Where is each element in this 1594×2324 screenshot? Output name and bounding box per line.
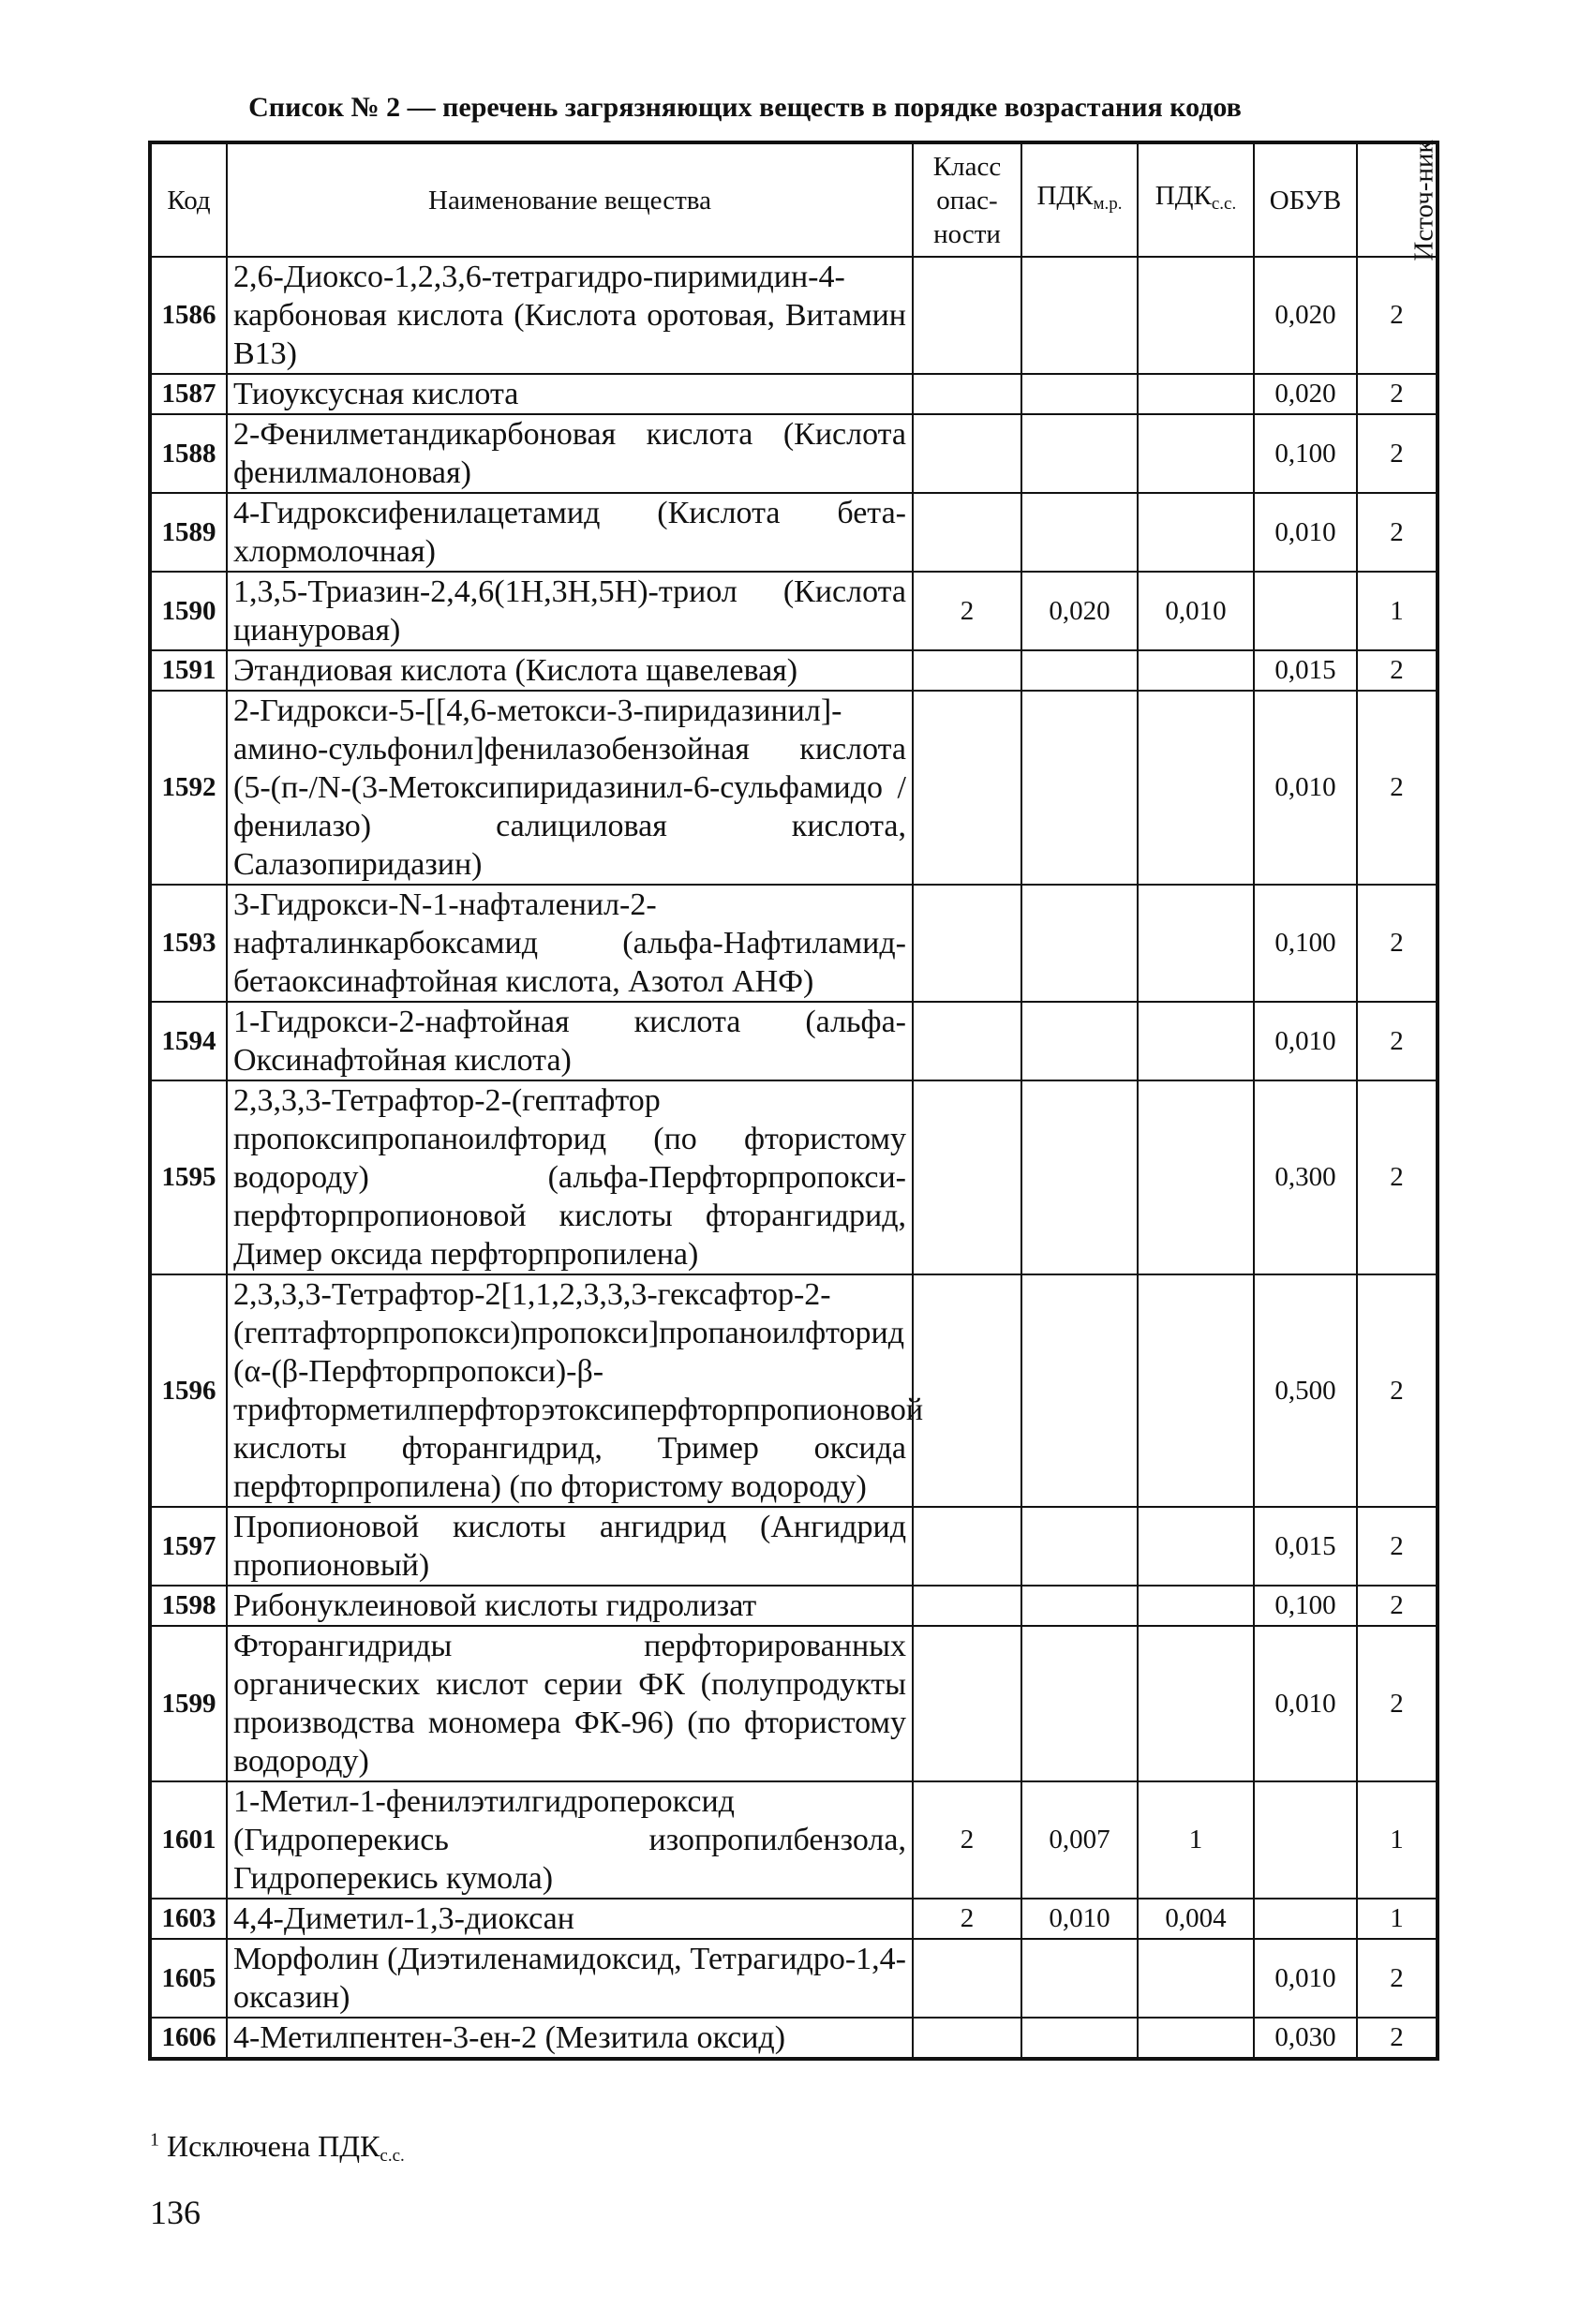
header-source-label: Источ-ник bbox=[1408, 139, 1439, 261]
table-row bbox=[150, 493, 1438, 572]
table-row bbox=[150, 1507, 1438, 1586]
cell-source: 2 bbox=[1357, 2018, 1438, 2059]
cell-source: 2 bbox=[1357, 414, 1438, 493]
cell-class bbox=[913, 374, 1021, 414]
cell-name: 3-Гидрокси-N-1-нафталенил-2-нафталинкарбоксамид (альфа-Нафтиламид-бетаоксинафтойная кислота, Азотол АНФ) bbox=[227, 885, 913, 1002]
page-title: Список № 2 — перечень загрязняющих веществ в порядке возрастания кодов bbox=[248, 92, 1242, 123]
table-row bbox=[150, 2018, 1438, 2059]
cell-code: 1591 bbox=[150, 650, 227, 691]
cell-name: 4,4-Диметил-1,3-диоксан bbox=[227, 1899, 913, 1939]
header-pdk-mr-sub: м.р. bbox=[1093, 194, 1123, 214]
cell-code: 1596 bbox=[150, 1274, 227, 1507]
cell-name: Тиоуксусная кислота bbox=[227, 374, 913, 414]
header-pdk-mr-label: ПДК bbox=[1036, 181, 1094, 211]
cell-obuv: 0,100 bbox=[1254, 414, 1357, 493]
cell-pdk-ss bbox=[1138, 1586, 1254, 1626]
header-class: Класс опас-ности bbox=[913, 142, 1021, 257]
cell-pdk-mr bbox=[1021, 1626, 1138, 1781]
cell-code: 1598 bbox=[150, 1586, 227, 1626]
cell-pdk-ss bbox=[1138, 493, 1254, 572]
cell-obuv: 0,020 bbox=[1254, 374, 1357, 414]
header-pdk-ss-label: ПДК bbox=[1155, 181, 1212, 211]
cell-source: 2 bbox=[1357, 1080, 1438, 1274]
cell-class bbox=[913, 1507, 1021, 1586]
cell-pdk-ss bbox=[1138, 374, 1254, 414]
cell-class bbox=[913, 414, 1021, 493]
cell-name: 2-Гидрокси-5-[[4,6-метокси-3-пиридазинил]-амино-сульфонил]фенилазобензойная кислота (5-(п-/N-(3-Метоксипиридазинил-6-сульфамидо / фенилазо) салициловая кислота, Салазопиридазин) bbox=[227, 691, 913, 885]
cell-pdk-mr bbox=[1021, 1507, 1138, 1586]
page-number: 136 bbox=[150, 2194, 201, 2231]
cell-pdk-ss: 1 bbox=[1138, 1781, 1254, 1899]
table-row bbox=[150, 1274, 1438, 1507]
cell-obuv: 0,010 bbox=[1254, 493, 1357, 572]
cell-source: 1 bbox=[1357, 572, 1438, 650]
table-row bbox=[150, 1586, 1438, 1626]
header-code: Код bbox=[150, 142, 227, 257]
cell-obuv bbox=[1254, 1781, 1357, 1899]
cell-class bbox=[913, 257, 1021, 374]
cell-obuv: 0,030 bbox=[1254, 2018, 1357, 2059]
cell-obuv: 0,500 bbox=[1254, 1274, 1357, 1507]
cell-class bbox=[913, 1626, 1021, 1781]
cell-name: 2,3,3,3-Тетрафтор-2-(гептафтор пропоксипропаноилфторид (по фтористому водороду) (альфа-Перфторпропокси-перфторпропионовой кислоты фторангидрид, Димер оксида перфторпропилена) bbox=[227, 1080, 913, 1274]
cell-pdk-mr bbox=[1021, 1939, 1138, 2018]
cell-pdk-ss bbox=[1138, 2018, 1254, 2059]
cell-source: 2 bbox=[1357, 493, 1438, 572]
cell-pdk-ss bbox=[1138, 650, 1254, 691]
cell-name: 4-Метилпентен-3-ен-2 (Мезитила оксид) bbox=[227, 2018, 913, 2059]
cell-class: 2 bbox=[913, 572, 1021, 650]
table-row bbox=[150, 572, 1438, 650]
table-row bbox=[150, 1939, 1438, 2018]
cell-source: 2 bbox=[1357, 1274, 1438, 1507]
cell-obuv: 0,010 bbox=[1254, 1002, 1357, 1080]
header-pdk-ss-sub: с.с. bbox=[1211, 194, 1237, 214]
cell-code: 1588 bbox=[150, 414, 227, 493]
cell-pdk-mr bbox=[1021, 650, 1138, 691]
cell-pdk-ss bbox=[1138, 1274, 1254, 1507]
table-row bbox=[150, 691, 1438, 885]
cell-class: 2 bbox=[913, 1899, 1021, 1939]
cell-code: 1603 bbox=[150, 1899, 227, 1939]
cell-name: 2-Фенилметандикарбоновая кислота (Кислота фенилмалоновая) bbox=[227, 414, 913, 493]
cell-code: 1593 bbox=[150, 885, 227, 1002]
cell-name: Пропионовой кислоты ангидрид (Ангидрид пропионовый) bbox=[227, 1507, 913, 1586]
cell-obuv: 0,100 bbox=[1254, 1586, 1357, 1626]
cell-name: 4-Гидроксифенилацетамид (Кислота бета-хлормолочная) bbox=[227, 493, 913, 572]
cell-source: 2 bbox=[1357, 257, 1438, 374]
cell-pdk-mr: 0,020 bbox=[1021, 572, 1138, 650]
cell-name: 2,6-Диоксо-1,2,3,6-тетрагидро-пиримидин-4-карбоновая кислота (Кислота оротовая, Витамин B13) bbox=[227, 257, 913, 374]
cell-source: 2 bbox=[1357, 1586, 1438, 1626]
header-pdk-mr bbox=[1021, 142, 1138, 257]
cell-source: 2 bbox=[1357, 1939, 1438, 2018]
cell-pdk-mr bbox=[1021, 1002, 1138, 1080]
cell-pdk-mr bbox=[1021, 414, 1138, 493]
cell-source: 2 bbox=[1357, 1507, 1438, 1586]
cell-pdk-mr bbox=[1021, 493, 1138, 572]
cell-source: 2 bbox=[1357, 650, 1438, 691]
table-header-row bbox=[150, 142, 1438, 257]
cell-obuv: 0,010 bbox=[1254, 1626, 1357, 1781]
cell-pdk-ss: 0,010 bbox=[1138, 572, 1254, 650]
header-obuv: ОБУВ bbox=[1254, 142, 1357, 257]
cell-code: 1586 bbox=[150, 257, 227, 374]
cell-class bbox=[913, 885, 1021, 1002]
cell-name: Этандиовая кислота (Кислота щавелевая) bbox=[227, 650, 913, 691]
cell-class bbox=[913, 1586, 1021, 1626]
cell-code: 1601 bbox=[150, 1781, 227, 1899]
cell-pdk-ss bbox=[1138, 1080, 1254, 1274]
footnote-sub: с.с. bbox=[380, 2146, 405, 2166]
cell-code: 1599 bbox=[150, 1626, 227, 1781]
cell-name: 1-Гидрокси-2-нафтойная кислота (альфа-Оксинафтойная кислота) bbox=[227, 1002, 913, 1080]
cell-class bbox=[913, 650, 1021, 691]
cell-code: 1590 bbox=[150, 572, 227, 650]
cell-source: 2 bbox=[1357, 691, 1438, 885]
cell-pdk-ss bbox=[1138, 257, 1254, 374]
cell-obuv: 0,300 bbox=[1254, 1080, 1357, 1274]
cell-name: 2,3,3,3-Тетрафтор-2[1,1,2,3,3,3-гексафтор-2-(гептафторпропокси)пропокси]пропаноилфторид (α-(β-Перфторпропокси)-β-трифторметилперфторэтоксиперфторпропионовой кислоты фторангидрид, Тример оксида перфторпропилена) (по фтористому водороду) bbox=[227, 1274, 913, 1507]
cell-name: Рибонуклеиновой кислоты гидролизат bbox=[227, 1586, 913, 1626]
cell-obuv: 0,020 bbox=[1254, 257, 1357, 374]
cell-class bbox=[913, 2018, 1021, 2059]
cell-code: 1606 bbox=[150, 2018, 227, 2059]
table-row bbox=[150, 1781, 1438, 1899]
cell-obuv bbox=[1254, 572, 1357, 650]
table-row bbox=[150, 1080, 1438, 1274]
cell-name: Морфолин (Диэтиленамидоксид, Тетрагидро-1,4-оксазин) bbox=[227, 1939, 913, 2018]
cell-obuv: 0,010 bbox=[1254, 1939, 1357, 2018]
cell-source: 2 bbox=[1357, 374, 1438, 414]
cell-pdk-ss bbox=[1138, 1507, 1254, 1586]
cell-pdk-ss bbox=[1138, 1626, 1254, 1781]
table-row bbox=[150, 414, 1438, 493]
cell-class bbox=[913, 493, 1021, 572]
cell-pdk-ss bbox=[1138, 1939, 1254, 2018]
cell-code: 1595 bbox=[150, 1080, 227, 1274]
cell-pdk-mr bbox=[1021, 1586, 1138, 1626]
header-name: Наименование вещества bbox=[227, 142, 913, 257]
header-source bbox=[1357, 139, 1439, 261]
cell-obuv: 0,015 bbox=[1254, 650, 1357, 691]
cell-source: 1 bbox=[1357, 1781, 1438, 1899]
cell-obuv bbox=[1254, 1899, 1357, 1939]
cell-class bbox=[913, 1002, 1021, 1080]
cell-pdk-ss bbox=[1138, 691, 1254, 885]
cell-pdk-mr bbox=[1021, 374, 1138, 414]
cell-obuv: 0,100 bbox=[1254, 885, 1357, 1002]
cell-pdk-ss bbox=[1138, 885, 1254, 1002]
cell-obuv: 0,015 bbox=[1254, 1507, 1357, 1586]
cell-pdk-mr bbox=[1021, 257, 1138, 374]
cell-pdk-mr: 0,010 bbox=[1021, 1899, 1138, 1939]
cell-code: 1587 bbox=[150, 374, 227, 414]
cell-obuv: 0,010 bbox=[1254, 691, 1357, 885]
cell-pdk-ss bbox=[1138, 414, 1254, 493]
cell-pdk-mr bbox=[1021, 691, 1138, 885]
cell-code: 1594 bbox=[150, 1002, 227, 1080]
cell-pdk-mr: 0,007 bbox=[1021, 1781, 1138, 1899]
table-row bbox=[150, 1626, 1438, 1781]
cell-code: 1597 bbox=[150, 1507, 227, 1586]
cell-class bbox=[913, 1939, 1021, 2018]
table-row bbox=[150, 1002, 1438, 1080]
cell-pdk-mr bbox=[1021, 1080, 1138, 1274]
cell-code: 1605 bbox=[150, 1939, 227, 2018]
cell-pdk-ss: 0,004 bbox=[1138, 1899, 1254, 1939]
cell-source: 2 bbox=[1357, 1002, 1438, 1080]
cell-code: 1592 bbox=[150, 691, 227, 885]
table-row bbox=[150, 257, 1438, 374]
cell-source: 1 bbox=[1357, 1899, 1438, 1939]
footnote-text: Исключена ПДК bbox=[167, 2129, 380, 2163]
cell-pdk-mr bbox=[1021, 1274, 1138, 1507]
cell-pdk-mr bbox=[1021, 2018, 1138, 2059]
header-pdk-ss bbox=[1138, 142, 1254, 257]
cell-name: 1-Метил-1-фенилэтилгидропероксид (Гидроперекись изопропилбензола, Гидроперекись кумола) bbox=[227, 1781, 913, 1899]
cell-source: 2 bbox=[1357, 1626, 1438, 1781]
cell-name: Фторангидриды перфторированных органических кислот серии ФК (полупродукты производства мономера ФК-96) (по фтористому водороду) bbox=[227, 1626, 913, 1781]
cell-class bbox=[913, 691, 1021, 885]
footnote-marker: 1 bbox=[150, 2129, 159, 2151]
footnote bbox=[150, 2129, 405, 2167]
cell-name: 1,3,5-Триазин-2,4,6(1H,3H,5H)-триол (Кислота циануровая) bbox=[227, 572, 913, 650]
table-row bbox=[150, 885, 1438, 1002]
cell-pdk-mr bbox=[1021, 885, 1138, 1002]
cell-class bbox=[913, 1274, 1021, 1507]
table-row bbox=[150, 374, 1438, 414]
cell-pdk-ss bbox=[1138, 1002, 1254, 1080]
cell-code: 1589 bbox=[150, 493, 227, 572]
substances-table bbox=[148, 141, 1439, 2061]
table-row bbox=[150, 1899, 1438, 1939]
table-row bbox=[150, 650, 1438, 691]
cell-source: 2 bbox=[1357, 885, 1438, 1002]
cell-class: 2 bbox=[913, 1781, 1021, 1899]
cell-class bbox=[913, 1080, 1021, 1274]
